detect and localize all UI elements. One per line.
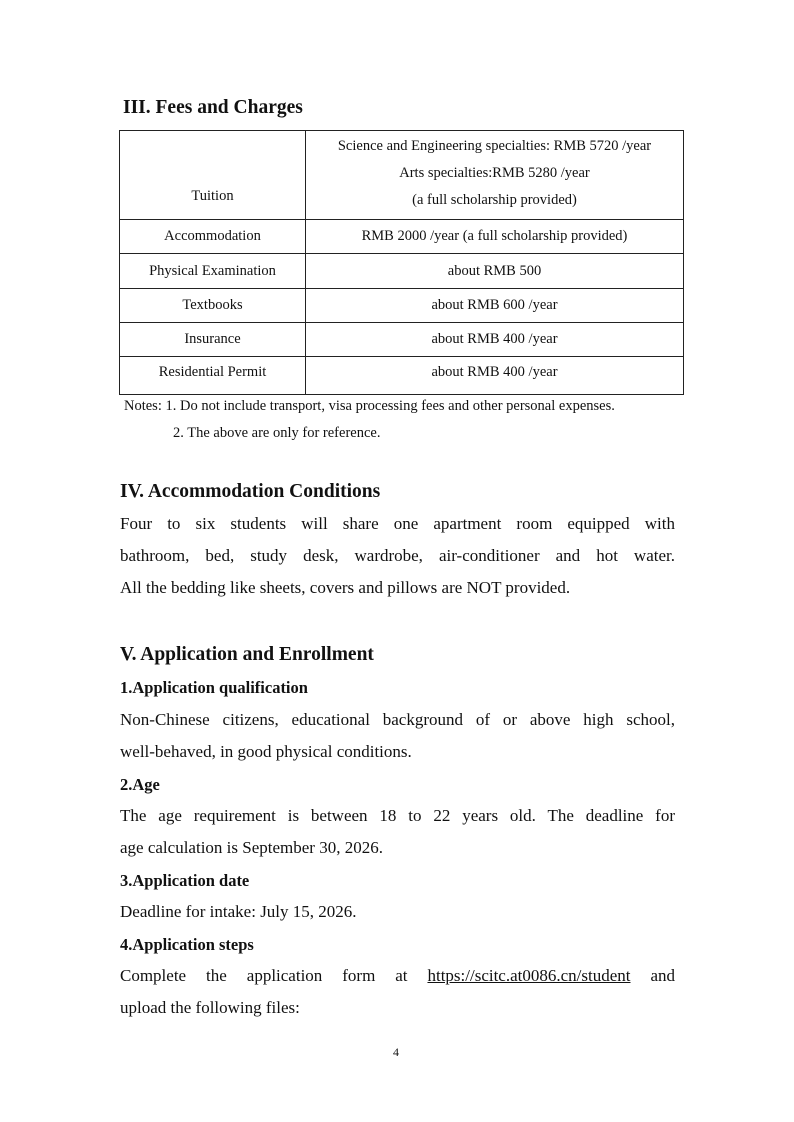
table-row (120, 131, 684, 220)
fee-item: Physical Examination (120, 254, 306, 289)
table-row (120, 220, 684, 254)
paragraph-line: The age requirement is between 18 to 22 years old. The deadline for (120, 806, 675, 825)
note-1: 1. Do not include transport, visa processing fees and other personal expenses. (165, 398, 615, 414)
table-row (120, 289, 684, 323)
fee-item: Tuition (120, 131, 306, 220)
section-title-application: V. Application and Enrollment (120, 644, 374, 665)
fee-item: Accommodation (120, 220, 306, 254)
table-row (120, 254, 684, 289)
paragraph-line: Four to six students will share one apartment room equipped with (120, 514, 675, 533)
fee-item: Insurance (120, 323, 306, 357)
fee-value: about RMB 600 /year (306, 289, 684, 323)
paragraph-line: age calculation is September 30, 2026. (120, 838, 383, 857)
fee-value: RMB 2000 /year (a full scholarship provided) (306, 220, 684, 254)
paragraph-line: well-behaved, in good physical conditions. (120, 742, 412, 761)
section-title-accommodation: IV. Accommodation Conditions (120, 481, 381, 502)
fee-value: about RMB 400 /year (306, 357, 684, 395)
fee-value: about RMB 400 /year (306, 323, 684, 357)
subsection-title-date: 3.Application date (120, 871, 250, 890)
subsection-title-qualification: 1.Application qualification (120, 678, 308, 697)
paragraph-line: bathroom, bed, study desk, wardrobe, air-conditioner and hot water. (120, 546, 675, 565)
application-form-link[interactable]: https://scitc.at0086.cn/student (427, 966, 631, 985)
tuition-line: (a full scholarship provided) (412, 192, 577, 208)
paragraph-line: Deadline for intake: July 15, 2026. (120, 902, 357, 921)
table-row (120, 357, 684, 395)
paragraph-line: All the bedding like sheets, covers and pillows are NOT provided. (120, 578, 571, 597)
paragraph-line: Non-Chinese citizens, educational background of or above high school, (120, 710, 675, 729)
fee-value: about RMB 500 (306, 254, 684, 289)
fees-table (119, 130, 684, 395)
section-title-fees: III. Fees and Charges (123, 97, 303, 118)
fee-item: Textbooks (120, 289, 306, 323)
paragraph-line: upload the following files: (120, 998, 300, 1017)
page-number: 4 (393, 1045, 399, 1059)
steps-text: Complete the application form at (120, 966, 408, 985)
steps-paragraph (120, 960, 675, 1024)
qualification-paragraph (120, 704, 675, 768)
notes (124, 398, 615, 415)
tuition-line: Science and Engineering specialties: RMB 5720 /year (337, 138, 652, 154)
fee-value (306, 131, 684, 220)
date-paragraph (120, 896, 675, 928)
tuition-line: Arts specialties:RMB 5280 /year (399, 165, 590, 181)
table-row (120, 323, 684, 357)
steps-text: and (650, 966, 675, 985)
notes-label: Notes: (124, 398, 162, 414)
note-2: 2. The above are only for reference. (173, 425, 381, 441)
age-paragraph (120, 800, 675, 864)
subsection-title-steps: 4.Application steps (120, 935, 254, 954)
paragraph-line (120, 960, 675, 992)
fee-item: Residential Permit (120, 357, 306, 395)
accommodation-paragraph (120, 508, 675, 604)
subsection-title-age: 2.Age (120, 775, 160, 794)
